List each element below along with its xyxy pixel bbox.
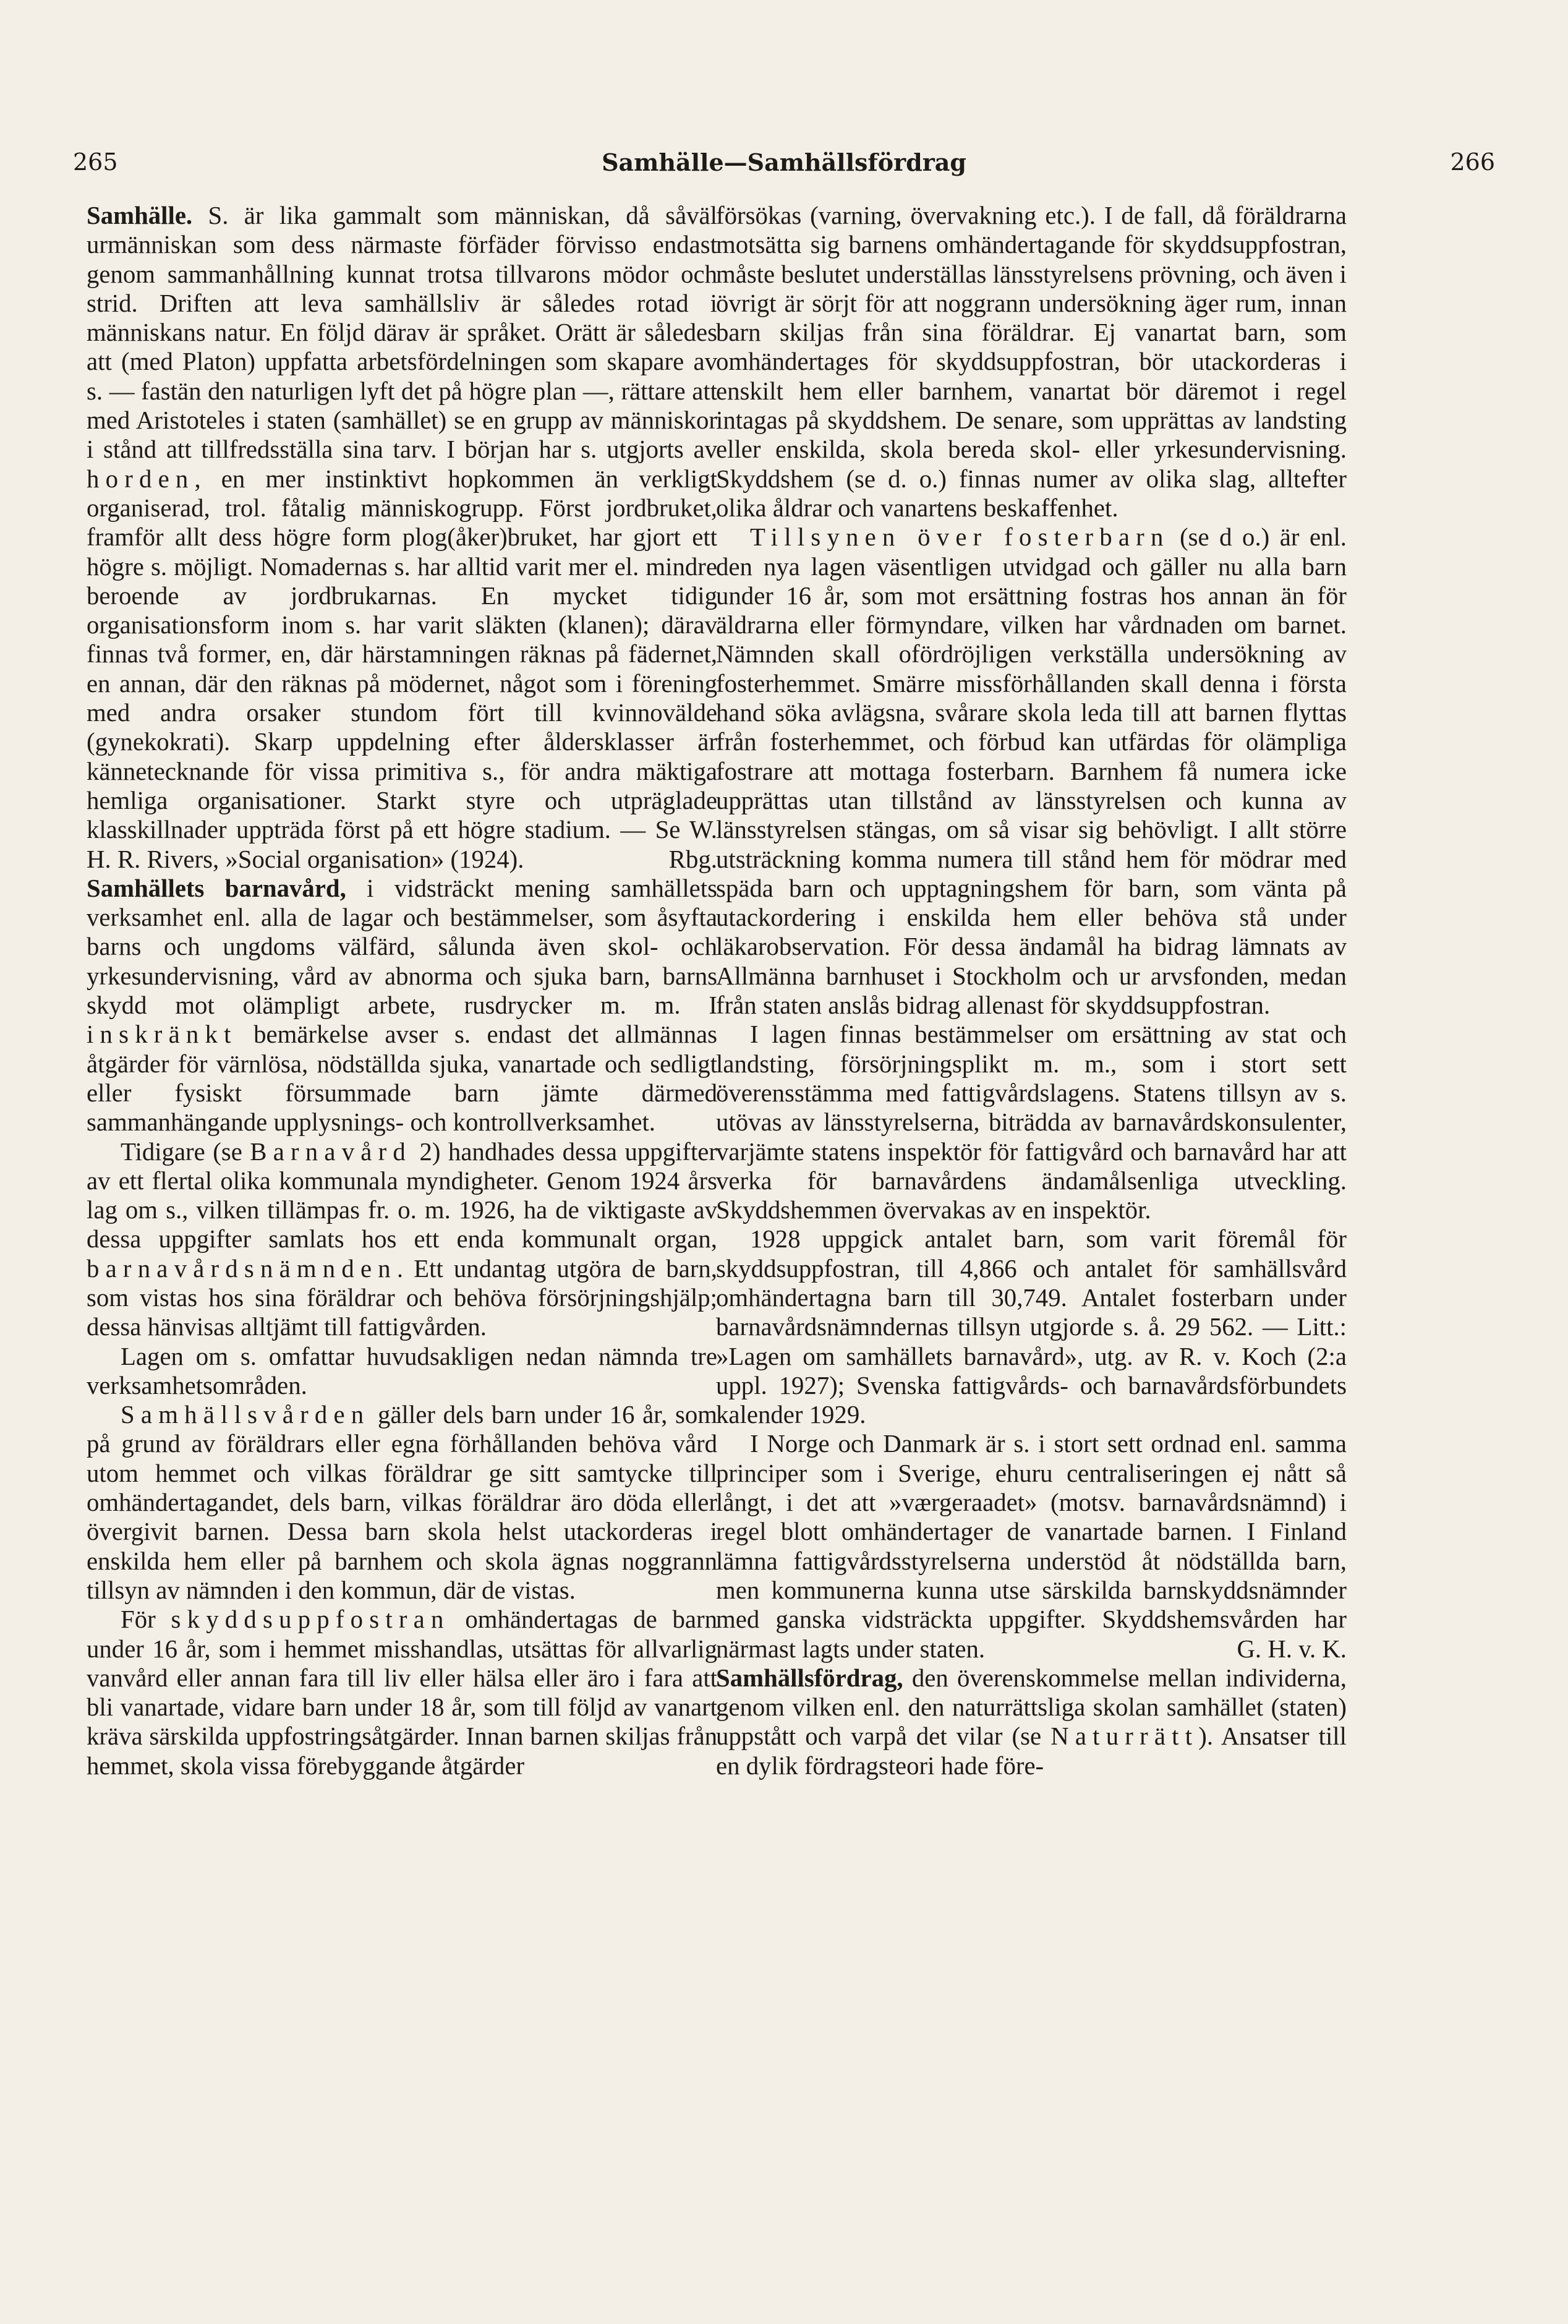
body-text: , en mer instinktivt hopkommen än verkligt organiserad, trol. fåtalig människogrupp. Först jordbruket, framför allt dess högre form plog(åker)bruket, har gjort ett högre s. möjligt. Nomadernas s. har alltid varit mer el. mindre beroende av jordbrukarnas. En mycket tidig organisationsform inom s. har varit släkten (klanen); därav finnas två former, en, där härstamningen räknas på fädernet, en annan, där den räknas på mödernet, något som i förening med andra orsaker stundom fört till kvinnovälde (gynekokrati). Skarp uppdelning efter åldersklasser är kännetecknande för vissa primitiva s., för andra mäktiga hemliga organisationer. Starkt styre och utpräglade klasskillnader uppträda först på ett högre stadium. — Se W. H. R. Rivers, »Social organisation» (1924).	[87, 464, 717, 873]
paragraph: I lagen finnas bestämmelser om ersättning av stat och landsting, försörjningsplikt m. m., som i stort sett överensstämma med fattigvårdslagens. Statens tillsyn av s. utövas av länsstyrelserna, biträdda av barnavårdskonsulenter, varjämte statens inspektör för fattigvård och barnavård har att verka för barnavårdens ändamålsenliga utveckling. Skyddshemmen övervakas av en inspektör.	[716, 1020, 1347, 1224]
spaced-term: Tillsynen över fosterbarn	[750, 523, 1170, 552]
author-signature: G. H. v. K.	[1237, 1634, 1347, 1663]
paragraph	[716, 523, 1347, 1020]
paragraph	[716, 1429, 1347, 1663]
entry-headword: Samhällets barnavård,	[87, 874, 346, 902]
paragraph: 1928 uppgick antalet barn, som varit föremål för skyddsuppfostran, till 4,866 och antalet för samhällsvård omhändertagna barn till 30,749. Antalet fosterbarn under barnavårdsnämndernas tillsyn utgjorde s. å. 29 562. — Litt.: »Lagen om samhällets barnavård», utg. av R. v. Koch (2:a uppl. 1927); Svenska fattigvårds- och barnavårdsförbundets kalender 1929.	[716, 1225, 1347, 1429]
body-text: ). Ansatser till en dylik fördragsteori hade före-	[716, 1722, 1347, 1780]
author-signature: Rbg.	[668, 845, 717, 873]
body-text: Tidigare (se	[121, 1137, 250, 1166]
paragraph	[87, 1400, 717, 1605]
spaced-term: Barnavård	[250, 1137, 412, 1166]
body-text: 2) handhades dessa uppgifter av ett flertal olika kommunala myndigheter. Genom 1924 års lag om s., vilken tillämpas fr. o. m. 1926, ha de viktigaste av dessa uppgifter samlats hos ett enda kommunalt organ,	[87, 1137, 717, 1254]
body-text: S. är lika gammalt som människan, då såväl urmänniskan som dess närmaste förfäder förvisso endast genom sammanhållning kunnat trotsa tillvarons mödor och strid. Driften att leva samhällsliv är således rotad i människans natur. En följd därav är språket. Orätt är således att (med Platon) uppfatta arbetsfördelningen som skapare av s. — fastän den naturligen lyft det på högre plan —, rättare att med Aristoteles i staten (samhället) se en grupp av människor i stånd att tillfredsställa sina tarv. I början har s. utgjorts av	[87, 202, 717, 464]
paragraph: försökas (varning, övervakning etc.). I de fall, då föräldrarna motsätta sig barnens omhändertagande för skyddsuppfostran, måste beslutet underställas länsstyrelsens prövning, och även i övrigt är sörjt för att noggrann undersökning äger rum, innan barn skiljas från sina föräldrar. Ej vanartat barn, som omhändertages för skyddsuppfostran, bör utackorderas i enskilt hem eller barnhem, vanartat bör däremot i regel intagas på skyddshem. De senare, som upprättas av landsting eller enskilda, skola bereda skol- eller yrkesundervisning. Skyddshem (se d. o.) finnas numer av olika slag, alltefter olika åldrar och vanartens beskaffenhet.	[716, 202, 1347, 522]
page-number-left: 265	[73, 148, 118, 176]
page-header	[73, 148, 1495, 192]
body-text: (se d o.) är enl. den nya lagen väsentligen utvidgad och gäller nu alla barn under 16 år, som mot ersättning fostras hos annan än för äldrarna eller förmyndare, vilken har vårdnaden om barnet. Nämnden skall ofördröjligen verkställa undersökning av fosterhemmet. Smärre missförhållanden skall denna i första hand söka avlägsna, svårare skola leda till att barnen flyttas från fosterhemmet, och förbud kan utfärdas för olämpliga fostrare att mottaga fosterbarn. Barnhem få numera icke upprättas utan tillstånd av länsstyrelsen och kunna av länsstyrelsen stängas, om så visar sig behövligt. I allt större utsträckning komma numera till stånd hem för mödrar med späda barn och upptagningshem för barn, som vänta på utackordering i enskilda hem eller behöva stå under läkarobservation. För dessa ändamål ha bidrag lämnats av Allmänna barnhuset i Stockholm och ur arvsfonden, medan från staten anslås bidrag allenast för skyddsuppfostran.	[716, 523, 1347, 1020]
body-text: bemärkelse avser s. endast det allmännas åtgärder för värnlösa, nödställda sjuka, vanartade och sedligt eller fysiskt försummade barn jämte därmed sammanhängande upplysnings- och kontrollverksamhet.	[87, 1020, 717, 1137]
body-text: den överenskommelse mellan individerna, genom vilken enl. den naturrättsliga skolan samhället (staten) uppstått och varpå det vilar (se	[716, 1664, 1347, 1751]
paragraph	[87, 1605, 717, 1780]
page-number-right: 266	[1450, 148, 1495, 176]
paragraph: Lagen om s. omfattar huvudsakligen nedan nämnda tre verksamhetsområden.	[87, 1342, 717, 1399]
body-text: I Norge och Danmark är s. i stort sett ordnad enl. samma principer som i Sverige, ehuru centraliseringen ej nått så långt, i det att »værgeraadet» (motsv. barnavårdsnämnd) i regel blott omhändertager de vanartade barnen. I Finland lämna fattigvårdsstyrelserna understöd åt nödställda barn, men kommunerna kunna utse särskilda barnskyddsnämnder med ganska vidsträckta uppgifter. Skyddshemsvården har närmast lagts under staten.	[716, 1430, 1347, 1663]
body-text: omhändertagas de barn under 16 år, som i hemmet misshandlas, utsättas för allvarlig vanvård eller annan fara till liv eller hälsa eller äro i fara att bli vanartade, vidare barn under 18 år, som till följd av vanart kräva särskilda uppfostringsåtgärder. Innan barnen skiljas från hemmet, skola vissa förebyggande åtgärder	[87, 1605, 718, 1780]
left-column	[87, 201, 717, 1780]
spaced-term: skyddsuppfostran	[171, 1605, 450, 1634]
spaced-term: barnavårdsnämnden	[87, 1254, 397, 1283]
entry-samhallsfordrag	[716, 1664, 1347, 1780]
body-text: För	[121, 1605, 171, 1634]
spaced-term: Naturrätt	[1050, 1722, 1199, 1751]
body-text: . Ett undantag utgöra de barn, som vistas hos sina föräldrar och behöva försörjningshjälp; dessa hänvisas alltjämt till fattigvården.	[87, 1254, 717, 1341]
entry-headword: Samhälle.	[87, 202, 193, 229]
right-column	[716, 201, 1347, 1780]
body-text: gäller dels barn under 16 år, som på grund av föräldrars eller egna förhållanden behöva vård utom hemmet och vilkas föräldrar ge sitt samtycke till omhändertagandet, dels barn, vilkas föräldrar äro döda eller övergivit barnen. Dessa barn skola helst utackorderas i enskilda hem eller på barnhem och skola ägnas noggrann tillsyn av nämnden i den kommun, där de vistas.	[87, 1401, 717, 1604]
paragraph	[87, 1137, 717, 1342]
spaced-term: horden	[87, 464, 195, 493]
entry-samhallets-barnavard	[87, 874, 717, 1137]
entry-headword: Samhällsfördrag,	[716, 1664, 903, 1692]
spaced-term: Samhällsvården	[121, 1401, 370, 1429]
spaced-term: inskränkt	[87, 1020, 237, 1049]
body-text: i vidsträckt mening samhällets verksamhet enl. alla de lagar och bestämmelser, som åsyfta barns och ungdoms välfärd, sålunda även skol- och yrkesundervisning, vård av abnorma och sjuka barn, barns skydd mot olämpligt arbete, rusdrycker m. m. I	[87, 874, 717, 1020]
entry-samhalle	[87, 201, 717, 874]
running-title: Samhälle—Samhällsfördrag	[602, 148, 966, 176]
